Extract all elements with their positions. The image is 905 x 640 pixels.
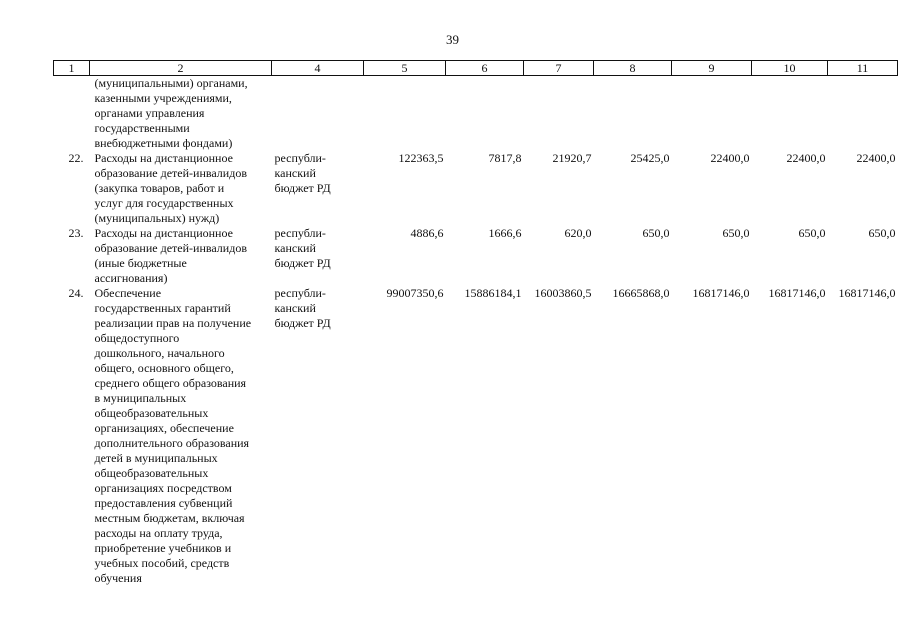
row-number: 22.: [68, 151, 84, 165]
amount-cell: 15886184,1: [464, 286, 522, 300]
text-line: Расходы на дистанционное: [94, 151, 233, 165]
text-line: бюджет РД: [274, 181, 331, 195]
text-line: бюджет РД: [274, 256, 331, 270]
amount-cell: 16665868,0: [612, 286, 670, 300]
column-header: 11: [828, 61, 898, 76]
row-number: 24.: [68, 286, 84, 300]
text-line: образование детей-инвалидов: [94, 241, 247, 255]
text-line: образование детей-инвалидов: [94, 166, 247, 180]
column-header: 6: [446, 61, 524, 76]
amount-cell: 16817146,0: [768, 286, 826, 300]
text-line: в муниципальных: [94, 391, 187, 405]
column-header: 5: [364, 61, 446, 76]
text-line: канский: [274, 166, 316, 180]
page-number: 39: [446, 32, 459, 47]
amount-cell: 620,0: [564, 226, 592, 240]
text-line: общеобразовательных: [94, 406, 209, 420]
funding-source: [272, 226, 364, 286]
text-line: общедоступного: [94, 331, 180, 345]
table-row: [54, 151, 898, 226]
text-line: общеобразовательных: [94, 466, 209, 480]
text-line: республи-: [274, 226, 326, 240]
amount-cell: 650,0: [868, 226, 896, 240]
row-description: [90, 226, 272, 286]
text-line: ассигнования): [94, 271, 168, 285]
row-number: 23.: [68, 226, 84, 240]
table-body: [54, 76, 898, 587]
amount-cell: 650,0: [642, 226, 670, 240]
table-row: [54, 226, 898, 286]
amount-cell: 22400,0: [710, 151, 750, 165]
text-line: обучения: [94, 571, 142, 585]
amount-cell: 122363,5: [398, 151, 444, 165]
funding-source: [272, 286, 364, 586]
text-line: общего, основного общего,: [94, 361, 234, 375]
amount-cell: 7817,8: [488, 151, 522, 165]
text-line: (муниципальными) органами,: [94, 76, 248, 90]
funding-source: [272, 151, 364, 226]
text-line: дошкольного, начального: [94, 346, 225, 360]
text-line: организациях, обеспечение: [94, 421, 234, 435]
text-line: реализации прав на получение: [94, 316, 252, 330]
text-line: (закупка товаров, работ и: [94, 181, 225, 195]
text-line: Расходы на дистанционное: [94, 226, 233, 240]
amount-cell: 16817146,0: [692, 286, 750, 300]
text-line: органами управления: [94, 106, 205, 120]
text-line: государственными: [94, 121, 190, 135]
column-header: 1: [54, 61, 90, 76]
text-line: республи-: [274, 151, 326, 165]
text-line: расходы на оплату труда,: [94, 526, 223, 540]
text-line: (иные бюджетные: [94, 256, 187, 270]
text-line: приобретение учебников и: [94, 541, 232, 555]
text-line: бюджет РД: [274, 316, 331, 330]
row-description: [90, 151, 272, 226]
text-line: организациях посредством: [94, 481, 232, 495]
row-description: [90, 286, 272, 586]
amount-cell: 22400,0: [856, 151, 896, 165]
column-header: 4: [272, 61, 364, 76]
column-header: 9: [672, 61, 752, 76]
text-line: предоставления субвенций: [94, 496, 233, 510]
text-line: дополнительного образования: [94, 436, 250, 450]
text-line: канский: [274, 301, 316, 315]
text-line: внебюджетными фондами): [94, 136, 233, 150]
text-line: канский: [274, 241, 316, 255]
amount-cell: 21920,7: [552, 151, 592, 165]
amount-cell: 16003860,5: [534, 286, 592, 300]
amount-cell: 22400,0: [786, 151, 826, 165]
column-header: 10: [752, 61, 828, 76]
amount-cell: 99007350,6: [386, 286, 444, 300]
text-line: казенными учреждениями,: [94, 91, 232, 105]
column-header: 8: [594, 61, 672, 76]
text-line: Обеспечение: [94, 286, 162, 300]
table-row: [54, 286, 898, 586]
column-header: 7: [524, 61, 594, 76]
text-line: республи-: [274, 286, 326, 300]
text-line: местным бюджетам, включая: [94, 511, 245, 525]
table-row-continuation: [54, 76, 898, 152]
text-line: услуг для государственных: [94, 196, 234, 210]
budget-table: [53, 60, 898, 586]
text-line: государственных гарантий: [94, 301, 231, 315]
table-header: [54, 61, 898, 76]
text-line: учебных пособий, средств: [94, 556, 230, 570]
text-line: среднего общего образования: [94, 376, 247, 390]
column-header: 2: [90, 61, 272, 76]
amount-cell: 1666,6: [488, 226, 522, 240]
amount-cell: 650,0: [798, 226, 826, 240]
amount-cell: 25425,0: [630, 151, 670, 165]
text-line: (муниципальных) нужд): [94, 211, 220, 225]
amount-cell: 16817146,0: [838, 286, 896, 300]
amount-cell: 4886,6: [410, 226, 444, 240]
amount-cell: 650,0: [722, 226, 750, 240]
text-line: детей в муниципальных: [94, 451, 218, 465]
continuation-text: [90, 76, 272, 152]
